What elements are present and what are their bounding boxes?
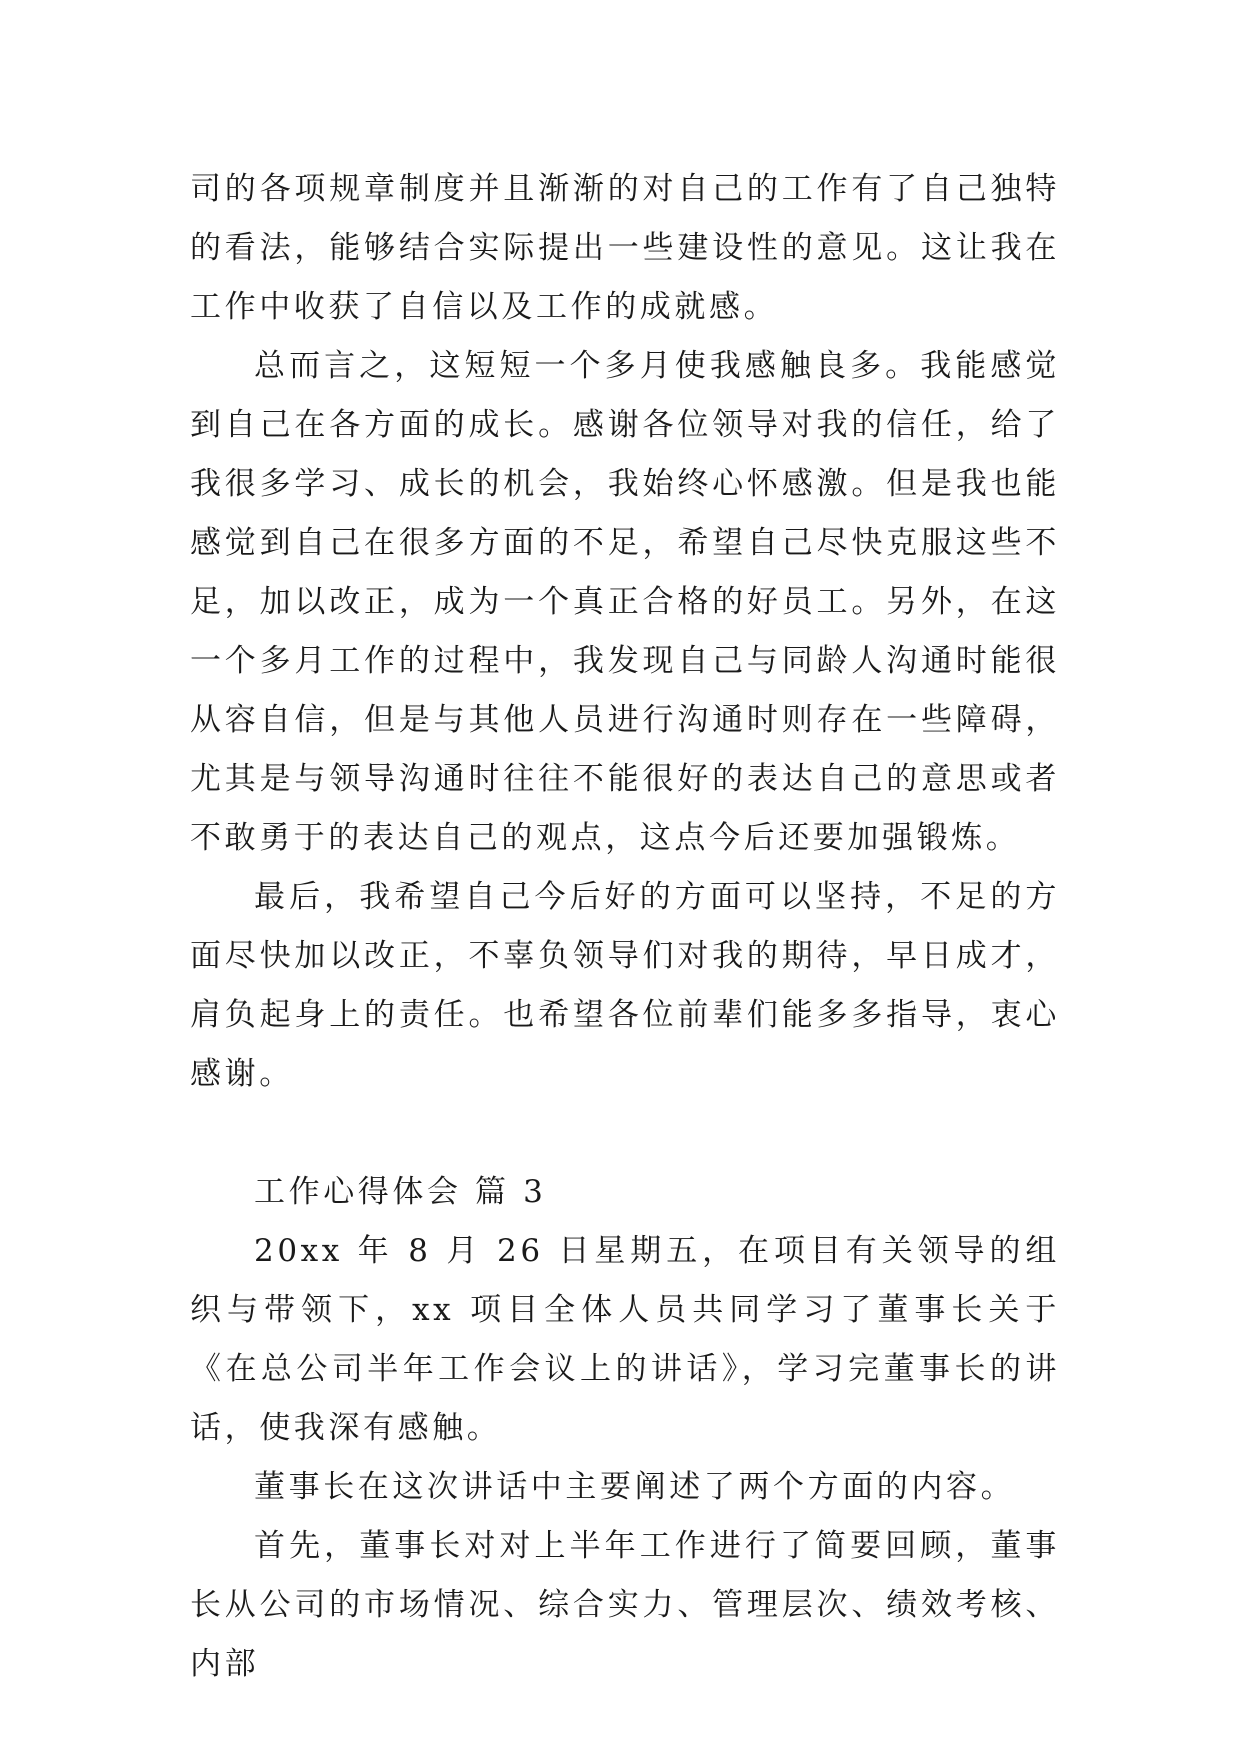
paragraph-closing: 最后，我希望自己今后好的方面可以坚持，不足的方面尽快加以改正，不辜负领导们对我的期待，早日成才，肩负起身上的责任。也希望各位前辈们能多多指导，衷心感谢。 bbox=[190, 879, 1060, 1092]
section-heading: 工作心得体会 篇 3 bbox=[254, 1174, 547, 1210]
paragraph-summary: 总而言之，这短短一个多月使我感触良多。我能感觉到自己在各方面的成长。感谢各位领导对我的信任，给了我很多学习、成长的机会，我始终心怀感激。但是我也能感觉到自己在很多方面的不足，希望自己尽快克服这些不足，加以改正，成为一个真正合格的好员工。另外，在这一个多月工作的过程中，我发现自己与同龄人沟通时能很从容自信，但是与其他人员进行沟通时则存在一些障碍，尤其是与领导沟通时往往不能很好的表达自己的意思或者不敢勇于的表达自己的观点，这点今后还要加强锻炼。 bbox=[190, 348, 1060, 856]
document-body bbox=[190, 160, 1060, 1694]
section-spacer bbox=[190, 1104, 1060, 1163]
paragraph-continuation: 司的各项规章制度并且渐渐的对自己的工作有了自己独特的看法，能够结合实际提出一些建设性的意见。这让我在工作中收获了自信以及工作的成就感。 bbox=[190, 171, 1060, 325]
paragraph-speech-summary: 董事长在这次讲话中主要阐述了两个方面的内容。 bbox=[254, 1469, 1016, 1505]
paragraph-first-point: 首先，董事长对对上半年工作进行了简要回顾，董事长从公司的市场情况、综合实力、管理层次、绩效考核、内部 bbox=[190, 1528, 1060, 1682]
paragraph-intro: 20xx 年 8 月 26 日星期五，在项目有关领导的组织与带领下，xx 项目全体人员共同学习了董事长关于《在总公司半年工作会议上的讲话》，学习完董事长的讲话，使我深有感触。 bbox=[190, 1233, 1060, 1446]
